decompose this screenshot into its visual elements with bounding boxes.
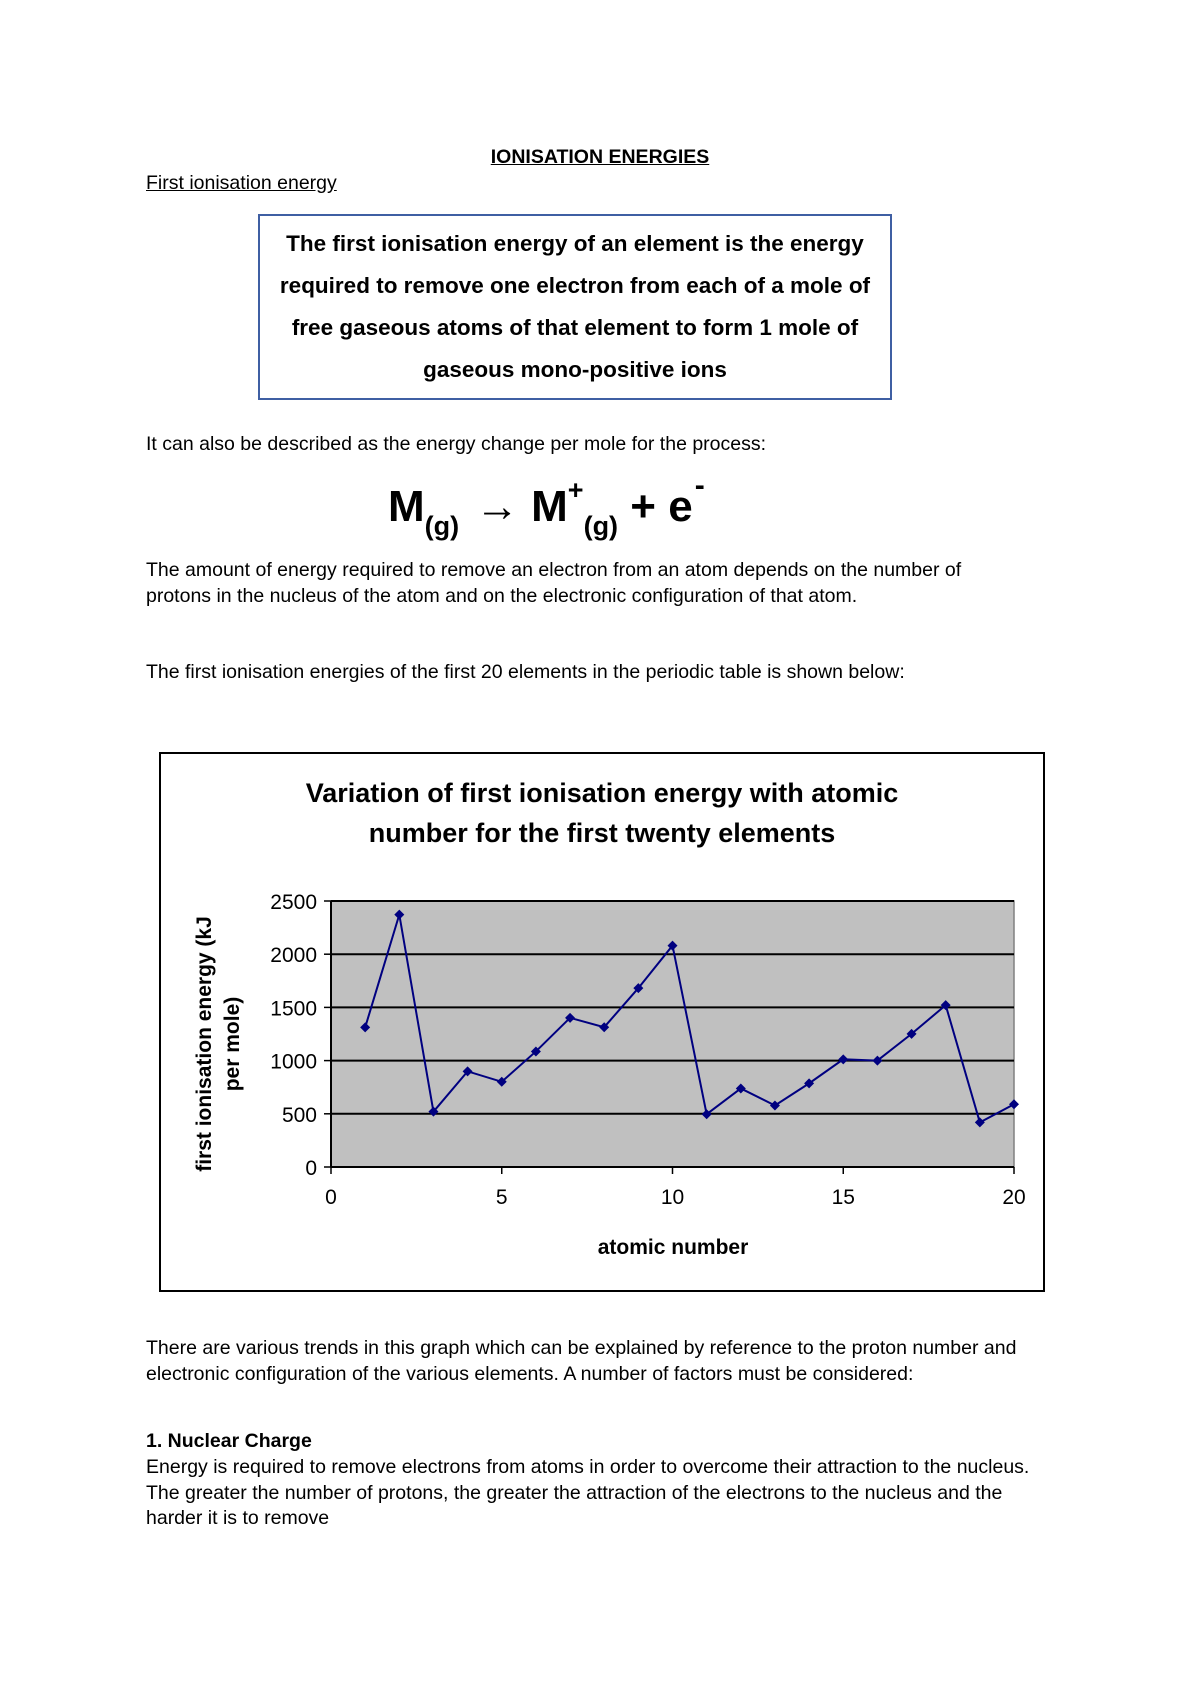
y-axis-label-line-2: per mole) (221, 996, 244, 1092)
x-tick-label-20: 20 (1002, 1186, 1026, 1209)
document-title: IONISATION ENERGIES (490, 146, 710, 168)
y-axis-label-line-1: first ionisation energy (kJ (193, 916, 216, 1172)
equation-reactant-state: (g) (424, 511, 460, 541)
y-tick-label-1000: 1000 (270, 1050, 317, 1074)
x-tick-label-10: 10 (660, 1186, 685, 1209)
ionisation-equation (388, 469, 705, 542)
equation-product-state: (g) (583, 511, 619, 541)
paragraph-nuclear-charge: Energy is required to remove electrons from atoms in order to overcome their attraction to the nucleus. The greater the number of protons, the greater the attraction of the electrons to the nucleus and the harder it is to remove (146, 1456, 1030, 1529)
definition-box (258, 214, 892, 400)
x-tick-label-5: 5 (495, 1186, 508, 1209)
y-tick-label-0: 0 (305, 1157, 317, 1180)
paragraph-first20: The first ionisation energies of the first 20 elements in the periodic table is shown below: (146, 661, 905, 683)
equation-product: M (531, 482, 568, 531)
y-axis-label (193, 916, 244, 1172)
ionisation-energy-chart (159, 752, 1045, 1292)
equation-reactant: M (388, 482, 425, 531)
equation-arrow: → (475, 482, 520, 531)
equation-electron-charge: - (694, 469, 705, 502)
definition-text: The first ionisation energy of an element is the energy required to remove one electron from each of a mole of free gaseous atoms of that element to form 1 mole of gaseous mono-positive ions (279, 231, 871, 382)
chart-title-line-1: Variation of first ionisation energy with atomic (305, 778, 899, 808)
y-tick-label-1500: 1500 (270, 997, 317, 1021)
paragraph-amount: The amount of energy required to remove an electron from an atom depends on the number of protons in the nucleus of the atom and on the electronic configuration of that atom. (146, 559, 962, 607)
section-heading-nuclear-charge: 1. Nuclear Charge (146, 1430, 312, 1452)
x-tick-label-0: 0 (325, 1186, 337, 1209)
process-intro-text: It can also be described as the energy change per mole for the process: (146, 433, 767, 455)
paragraph-trends: There are various trends in this graph which can be explained by reference to the proton number and electronic configuration of the various elements. A number of factors must be considered: (146, 1337, 1017, 1385)
x-tick-label-15: 15 (831, 1186, 855, 1209)
y-tick-label-2000: 2000 (270, 944, 317, 968)
y-tick-label-500: 500 (281, 1103, 317, 1127)
x-axis-label: atomic number (597, 1236, 749, 1259)
equation-electron: + e (630, 482, 693, 531)
equation-product-charge: + (567, 475, 584, 505)
chart-svg (161, 754, 1043, 1290)
chart-title-line-2: number for the first twenty elements (368, 818, 836, 848)
y-tick-label-2500: 2500 (270, 891, 317, 914)
section-subheading: First ionisation energy (146, 172, 337, 194)
